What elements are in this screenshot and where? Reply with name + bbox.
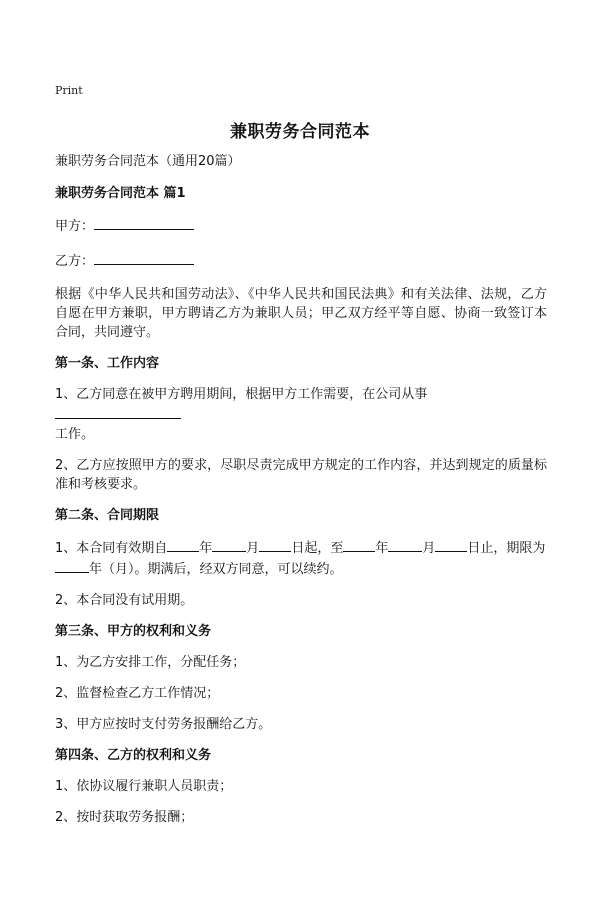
document-title: 兼职劳务合同范本 [230,122,370,142]
article1-heading: 第一条、工作内容 [55,356,160,371]
article2-item2: 2、本合同没有试用期。 [55,593,194,608]
start-day-blank [259,537,291,552]
work-blank [55,404,181,419]
article3-heading: 第三条、甲方的权利和义务 [55,624,212,639]
article2-item1 [55,537,547,579]
day-start-label: 日起，至 [291,541,344,556]
document-body [55,152,547,839]
end-year-blank [343,537,375,552]
start-month-blank [212,537,246,552]
document-subtitle: 兼职劳务合同范本（通用20篇） [55,154,241,169]
party-b-label: 乙方： [55,254,95,269]
article1-item1 [55,385,547,444]
article3-item2: 2、监督检查乙方工作情况； [55,686,220,701]
party-b-blank [94,250,194,265]
year-label: 年 [199,541,213,556]
article2-item1-start: 1、本合同有效期自 [55,541,168,556]
party-a-line [55,215,547,236]
article1-item2: 2、乙方应按照甲方的要求，尽职尽责完成甲方规定的工作内容，并达到规定的质量标准和考核要求。 [55,458,547,492]
party-b-line [55,250,547,271]
section-title: 兼职劳务合同范本 篇1 [55,186,186,201]
end-month-blank [388,537,422,552]
article4-item1: 1、依协议履行兼职人员职责； [55,779,233,794]
article2-item1-end: 年（月）。期满后，经双方同意，可以续约。 [89,562,343,577]
print-label: Print [55,84,83,97]
year-label: 年 [375,541,389,556]
day-end-label: 日止，期限为 [467,541,546,556]
end-day-blank [435,537,467,552]
month-label: 月 [422,541,436,556]
party-a-label: 甲方： [55,219,95,234]
article1-item1-text: 1、乙方同意在被甲方聘用期间，根据甲方工作需要，在公司从事 [55,387,428,402]
month-label: 月 [246,541,260,556]
article3-item1: 1、为乙方安排工作，分配任务； [55,655,246,670]
article4-heading: 第四条、乙方的权利和义务 [55,748,212,763]
term-blank [55,558,89,573]
article1-item1-suffix: 工作。 [55,427,95,442]
article4-item2: 2、按时获取劳务报酬； [55,810,194,825]
article3-item3: 3、甲方应按时支付劳务报酬给乙方。 [55,717,272,732]
start-year-blank [167,537,199,552]
article2-heading: 第二条、合同期限 [55,508,160,523]
intro-paragraph: 根据《中华人民共和国劳动法》、《中华人民共和国民法典》和有关法律、法规，乙方自愿在甲方兼职，甲方聘请乙方为兼职人员；甲乙双方经平等自愿、协商一致签订本合同，共同遵守。 [55,287,547,340]
party-a-blank [94,215,194,230]
